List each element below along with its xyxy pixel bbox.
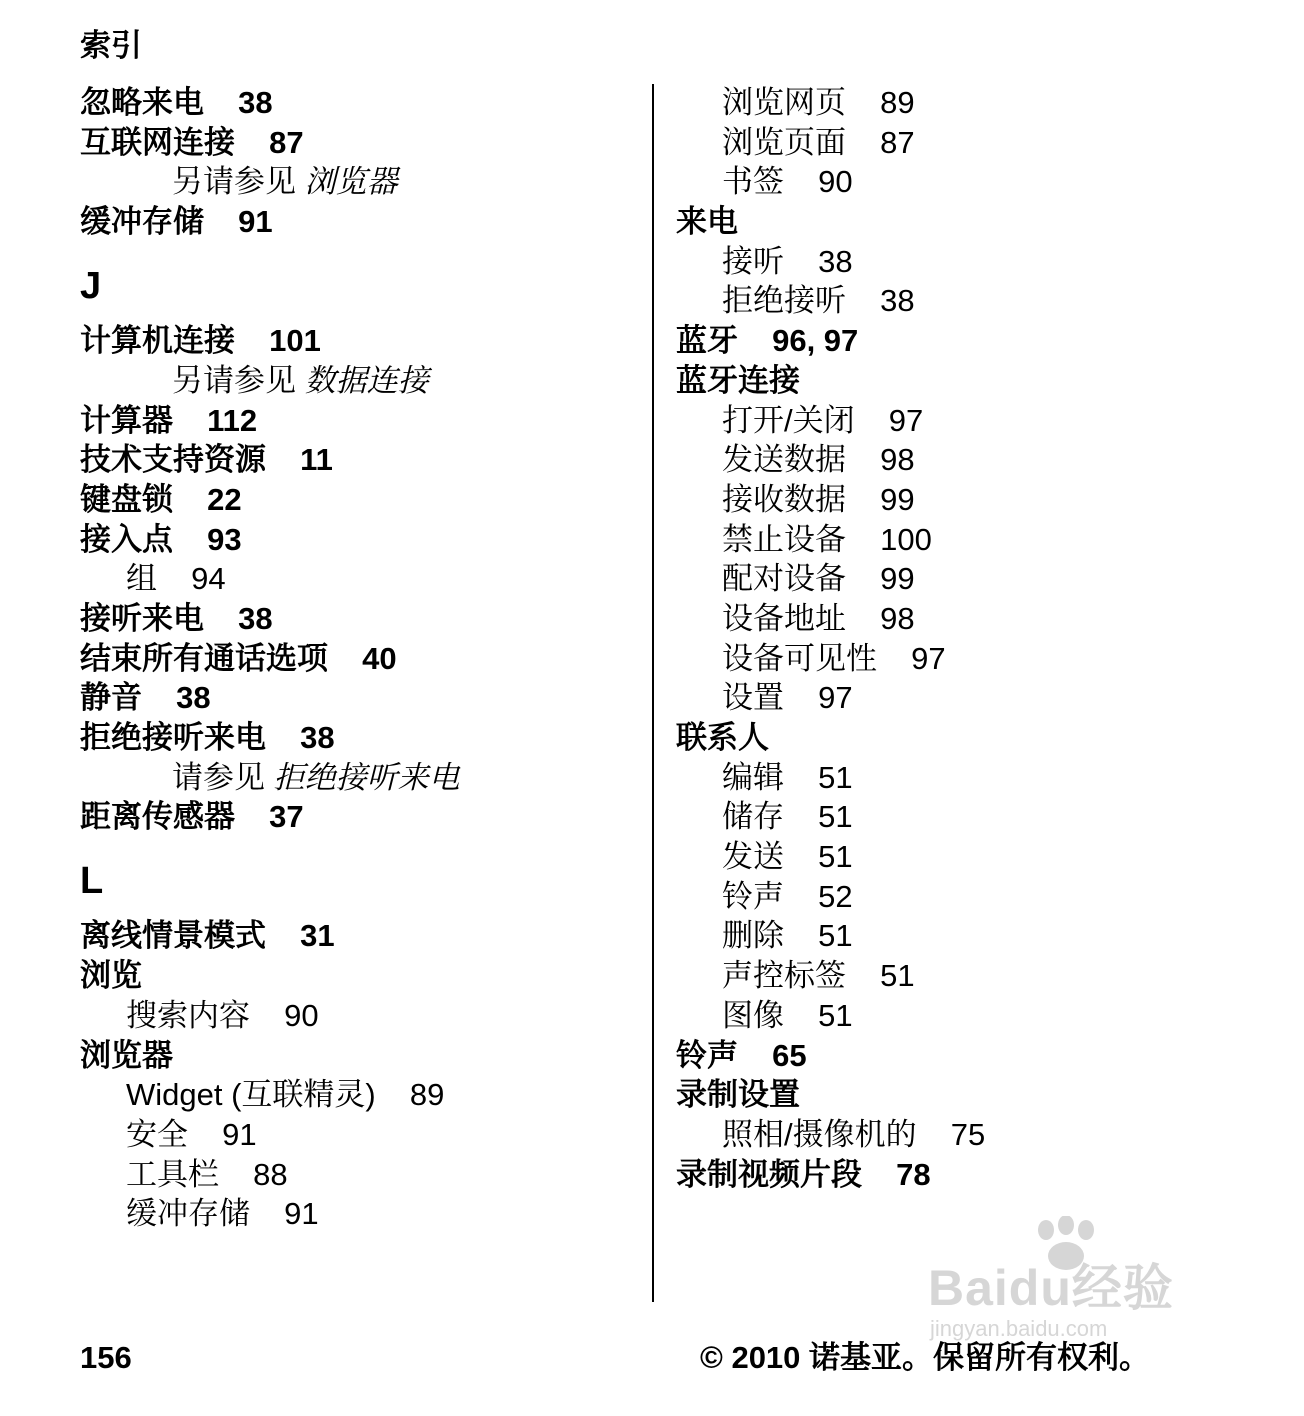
entry-term: 接入点 [80, 521, 173, 557]
index-subentry [676, 401, 1276, 441]
running-header-title: 索引 [80, 28, 142, 63]
index-entry [80, 797, 640, 837]
entry-term: 编辑 [722, 759, 784, 795]
index-entry [676, 321, 1276, 361]
entry-term: 发送 [722, 839, 784, 875]
index-subentry [80, 1155, 640, 1195]
index-see-also [80, 162, 640, 202]
entry-term: 配对设备 [722, 561, 846, 597]
entry-page-number: 51 [818, 997, 853, 1033]
entry-page-number: 98 [880, 442, 915, 478]
entry-page-number: 38 [880, 283, 915, 319]
entry-page-number: 99 [880, 561, 915, 597]
entry-term: 设备地址 [722, 600, 846, 636]
entry-page-number: 99 [880, 481, 915, 517]
index-entry [80, 916, 640, 956]
index-subentry [676, 877, 1276, 917]
index-column-right [676, 83, 1276, 1194]
entry-term: 拒绝接听 [722, 283, 846, 319]
entry-page-number: 100 [880, 521, 932, 557]
entry-term: 浏览页面 [722, 124, 846, 160]
see-also-prefix: 另请参见 [172, 362, 296, 398]
entry-page-number: 89 [409, 1077, 445, 1113]
entry-term: 删除 [722, 918, 784, 954]
entry-page-number: 51 [880, 958, 915, 994]
entry-page-number: 78 [896, 1156, 931, 1192]
entry-page-number: 51 [818, 759, 853, 795]
entry-term: 铃声 [722, 878, 784, 914]
entry-page-number: 38 [238, 85, 273, 120]
entry-term: 离线情景模式 [80, 918, 266, 954]
entry-page-number: 51 [818, 839, 853, 875]
entry-term: 工具栏 [126, 1156, 219, 1192]
entry-term: 拒绝接听来电 [80, 720, 266, 756]
index-subentry [676, 440, 1276, 480]
index-entry [80, 599, 640, 639]
entry-page-number: 38 [300, 720, 335, 756]
index-see-also [80, 758, 640, 798]
entry-term: 安全 [126, 1116, 188, 1152]
entry-term: Widget (互联精灵) [126, 1077, 376, 1113]
entry-term: 储存 [722, 799, 784, 835]
index-subentry [80, 1075, 640, 1115]
entry-page-number: 101 [269, 323, 321, 359]
entry-term: 计算机连接 [80, 323, 235, 359]
watermark-url: jingyan.baidu.com [930, 1316, 1108, 1341]
index-entry [80, 956, 640, 996]
index-entry [676, 718, 1276, 758]
watermark-logo-text: Baidu经验 [928, 1260, 1174, 1316]
entry-term: 打开/关闭 [722, 402, 855, 438]
entry-page-number: 97 [911, 640, 946, 676]
entry-page-number: 90 [818, 164, 853, 200]
index-subentry [80, 1194, 640, 1234]
entry-page-number: 93 [207, 521, 242, 557]
see-also-prefix: 请参见 [172, 759, 265, 795]
entry-page-number: 90 [284, 997, 319, 1033]
index-entry [676, 1155, 1276, 1195]
index-subentry [676, 1115, 1276, 1155]
index-entry [80, 123, 640, 163]
index-subentry [676, 520, 1276, 560]
entry-page-number: 94 [191, 561, 226, 597]
entry-term: 书签 [722, 164, 784, 200]
entry-term: 发送数据 [722, 442, 846, 478]
entry-term: 蓝牙 [676, 323, 738, 359]
entry-term: 设备可见性 [722, 640, 877, 676]
index-entry [80, 202, 640, 242]
entry-page-number: 97 [818, 680, 853, 716]
entry-term: 静音 [80, 680, 142, 716]
entry-term: 结束所有通话选项 [80, 640, 328, 676]
entry-page-number: 65 [772, 1037, 807, 1073]
entry-page-number: 38 [818, 243, 853, 279]
entry-term: 浏览网页 [722, 85, 846, 120]
entry-page-number: 98 [880, 600, 915, 636]
entry-term: 铃声 [676, 1037, 738, 1073]
entry-term: 距离传感器 [80, 799, 235, 835]
index-entry [80, 440, 640, 480]
index-entry [80, 83, 640, 123]
index-entry [676, 1036, 1276, 1076]
index-subentry [676, 758, 1276, 798]
entry-page-number: 91 [238, 204, 273, 240]
entry-page-number: 22 [207, 481, 242, 517]
index-subentry [676, 599, 1276, 639]
entry-term: 图像 [722, 997, 784, 1033]
entry-page-number: 38 [238, 600, 273, 636]
entry-page-number: 11 [300, 442, 333, 478]
entry-page-number: 52 [818, 878, 853, 914]
entry-term: 键盘锁 [80, 481, 173, 517]
index-entry [80, 401, 640, 441]
index-subentry [676, 480, 1276, 520]
entry-page-number: 89 [880, 85, 915, 120]
index-subentry [676, 83, 1276, 123]
index-subentry [676, 123, 1276, 163]
entry-term: 缓冲存储 [80, 204, 204, 240]
index-entry [80, 1036, 640, 1076]
index-subentry [676, 956, 1276, 996]
index-letter-heading: L [80, 860, 104, 903]
entry-term: 技术支持资源 [80, 442, 266, 478]
entry-page-number: 37 [269, 799, 304, 835]
entry-term: 组 [126, 561, 157, 597]
entry-term: 搜索内容 [126, 997, 250, 1033]
entry-page-number: 31 [300, 918, 335, 954]
index-entry [80, 520, 640, 560]
entry-page-number: 38 [176, 680, 211, 716]
baidu-jingyan-watermark [918, 1216, 1230, 1340]
entry-page-number: 97 [888, 402, 924, 438]
index-entry [676, 361, 1276, 401]
index-subentry [676, 639, 1276, 679]
entry-page-number: 91 [284, 1196, 319, 1232]
entry-term: 接听来电 [80, 600, 204, 636]
entry-page-number: 96, 97 [772, 323, 859, 359]
entry-term: 联系人 [676, 720, 769, 755]
see-also-prefix: 另请参见 [172, 164, 296, 200]
entry-page-number: 75 [950, 1116, 986, 1152]
index-subentry [676, 281, 1276, 321]
entry-page-number: 87 [880, 124, 915, 160]
index-subentry [676, 162, 1276, 202]
entry-term: 禁止设备 [722, 521, 846, 557]
entry-term: 蓝牙连接 [676, 362, 800, 398]
index-subentry [676, 678, 1276, 718]
column-divider [652, 84, 654, 1302]
index-subentry [676, 916, 1276, 956]
index-letter-heading: J [80, 264, 102, 307]
index-entry [676, 1075, 1276, 1115]
see-also-reference: 数据连接 [304, 362, 429, 398]
entry-term: 计算器 [80, 402, 173, 438]
index-subentry [80, 1115, 640, 1155]
index-subentry [676, 837, 1276, 877]
entry-term: 声控标签 [722, 958, 846, 994]
entry-term: 录制视频片段 [676, 1156, 862, 1192]
index-entry [676, 202, 1276, 242]
entry-page-number: 91 [222, 1116, 257, 1152]
index-entry [80, 639, 640, 679]
index-see-also [80, 361, 640, 401]
entry-term: 录制设置 [676, 1077, 800, 1113]
index-subentry [676, 996, 1276, 1036]
entry-term: 浏览器 [80, 1037, 173, 1073]
entry-term: 来电 [676, 204, 738, 240]
index-entry [80, 480, 640, 520]
see-also-reference: 浏览器 [304, 164, 398, 200]
index-entry [80, 321, 640, 361]
entry-page-number: 87 [269, 124, 304, 160]
see-also-reference: 拒绝接听来电 [273, 759, 460, 795]
entry-page-number: 112 [207, 402, 258, 438]
entry-term: 浏览 [80, 958, 142, 994]
index-entry [80, 718, 640, 758]
index-subentry [676, 559, 1276, 599]
entry-term: 接收数据 [722, 481, 846, 517]
entry-page-number: 51 [818, 918, 853, 954]
entry-term: 设置 [722, 680, 784, 716]
index-subentry [80, 996, 640, 1036]
entry-page-number: 51 [818, 799, 853, 835]
entry-term: 互联网连接 [80, 124, 235, 160]
entry-page-number: 40 [362, 640, 397, 676]
index-subentry [80, 559, 640, 599]
entry-term: 照相/摄像机的 [722, 1116, 917, 1152]
index-column-left [80, 83, 640, 1234]
index-entry [80, 678, 640, 718]
index-subentry [676, 242, 1276, 282]
entry-page-number: 88 [253, 1156, 288, 1192]
entry-term: 接听 [722, 243, 784, 279]
index-subentry [676, 797, 1276, 837]
page-number: 156 [80, 1340, 132, 1375]
entry-term: 忽略来电 [80, 85, 204, 120]
entry-term: 缓冲存储 [126, 1196, 250, 1232]
copyright-notice: © 2010 诺基亚。保留所有权利。 [700, 1340, 1151, 1375]
